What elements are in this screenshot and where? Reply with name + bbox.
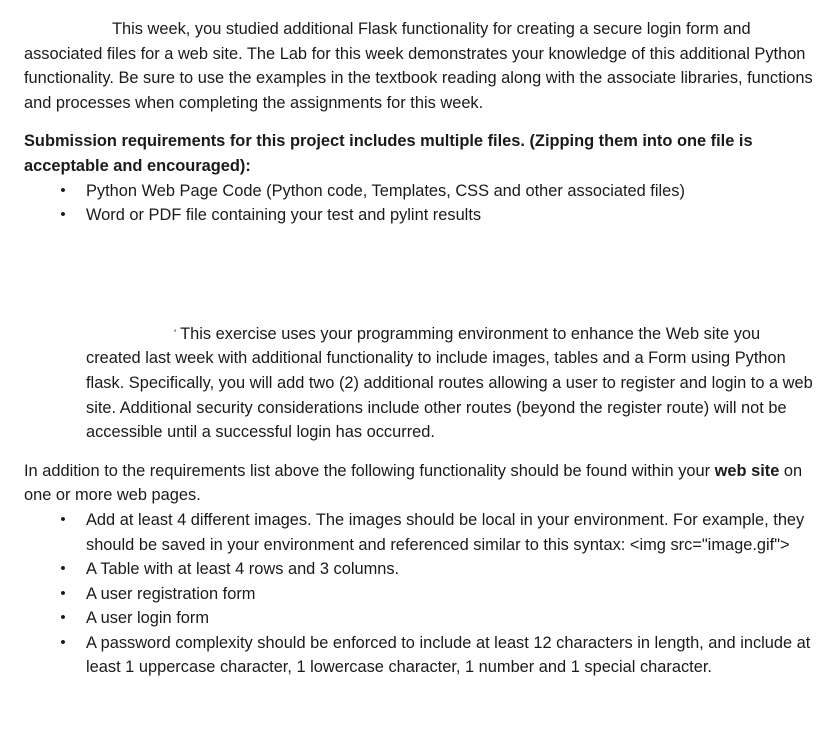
bullet-icon: • <box>60 206 66 224</box>
submission-list <box>24 179 814 228</box>
list-item-text: Add at least 4 different images. The images should be local in your environment. For example, they should be saved in your environment and referenced similar to this syntax: <img src="image.gif"> <box>86 510 805 554</box>
list-item-text: A Table with at least 4 rows and 3 columns. <box>86 560 400 579</box>
submission-heading: Submission requirements for this project includes multiple files. (Zipping them into one file is acceptable and encouraged): <box>24 132 753 175</box>
bullet-icon: • <box>60 609 66 627</box>
list-item <box>24 179 814 204</box>
stray-mark: ' <box>174 327 177 340</box>
list-item <box>24 582 814 607</box>
additional-text-post: on one or more web pages. <box>24 461 803 505</box>
list-item-text: Word or PDF file containing your test and pylint results <box>86 206 482 225</box>
bullet-icon: • <box>60 560 66 578</box>
list-item-text: A user registration form <box>86 584 256 603</box>
bullet-icon: • <box>60 584 66 602</box>
exercise-text: This exercise uses your programming environment to enhance the Web site you created last week with additional functionality to include images, tables and a Form using Python flask. Specifically, you will add two (2) additional routes allowing a user to register and login to a web site. Additional security considerations include other routes (beyond the register route) will not be accessible until a successful login has occurred. <box>86 324 813 442</box>
list-item <box>24 557 814 582</box>
bullet-icon: • <box>60 510 66 528</box>
list-item <box>24 203 814 228</box>
list-item <box>24 631 814 680</box>
additional-text-bold: web site <box>714 461 780 480</box>
bullet-icon: • <box>60 181 66 199</box>
additional-text-pre: In addition to the requirements list above the following functionality should be found within your <box>24 461 715 480</box>
intro-paragraph: This week, you studied additional Flask functionality for creating a secure login form and associated files for a web site. The Lab for this week demonstrates your knowledge of this additional Python functionality. Be sure to use the examples in the textbook reading along with the associate libraries, functions and processes when completing the assignments for this week. <box>24 20 813 112</box>
list-item-text: Python Web Page Code (Python code, Templates, CSS and other associated files) <box>86 181 685 200</box>
functionality-list <box>24 508 814 680</box>
list-item-text: A password complexity should be enforced to include at least 12 characters in length, and include at least 1 uppercase character, 1 lowercase character, 1 number and 1 special character. <box>86 633 811 677</box>
exercise-paragraph <box>86 322 814 445</box>
bullet-icon: • <box>60 633 66 651</box>
list-item <box>24 508 814 557</box>
list-item-text: A user login form <box>86 609 209 628</box>
document-body <box>24 17 814 680</box>
additional-paragraph <box>24 459 814 508</box>
list-item <box>24 606 814 631</box>
exercise-block <box>24 322 814 445</box>
